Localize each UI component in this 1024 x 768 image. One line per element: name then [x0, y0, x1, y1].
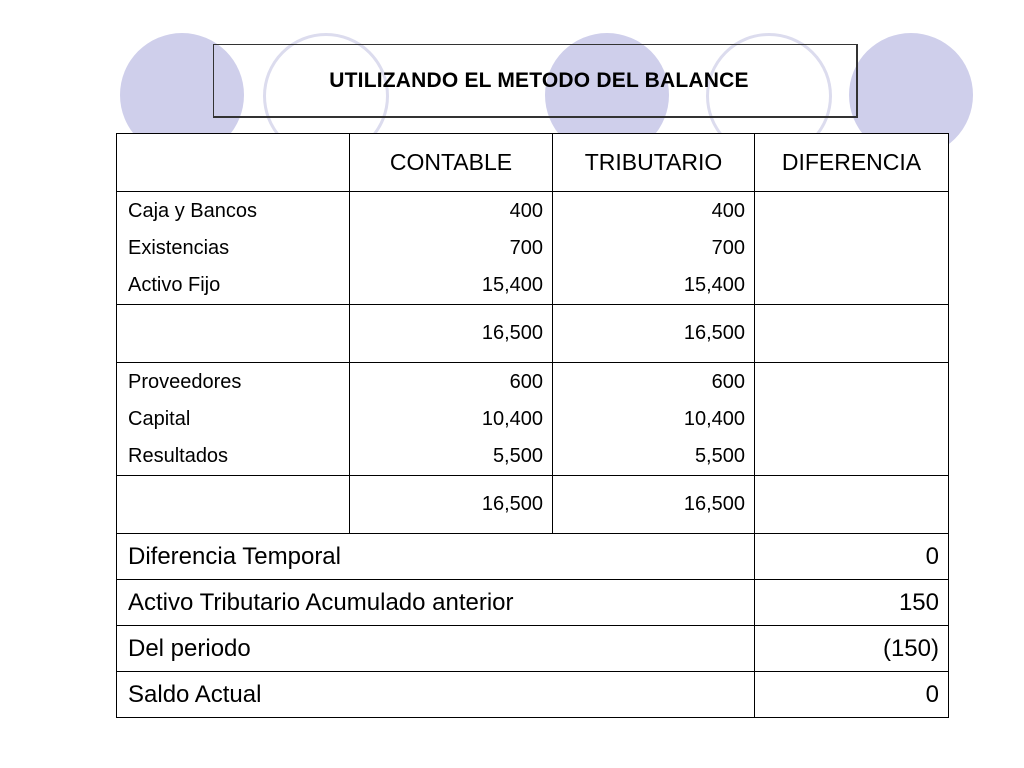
slide-title: UTILIZANDO EL METODO DEL BALANCE	[329, 68, 749, 92]
total-diferencia-blank	[755, 476, 949, 534]
summary-value: (150)	[755, 626, 949, 672]
summary-label: Diferencia Temporal	[117, 534, 755, 580]
summary-label: Saldo Actual	[117, 672, 755, 718]
cell-value: 10,400	[683, 407, 745, 430]
summary-row	[117, 534, 949, 580]
summary-value: 0	[755, 672, 949, 718]
total-blank-cell	[117, 305, 350, 363]
activos-total-tributario: 16,500	[553, 305, 755, 363]
activos-row	[117, 192, 949, 305]
cell-value: 15,400	[683, 273, 745, 296]
summary-value: 150	[755, 580, 949, 626]
summary-row	[117, 626, 949, 672]
summary-row	[117, 672, 949, 718]
cell-value: 15,400	[481, 273, 543, 296]
row-label: Existencias	[128, 236, 230, 259]
cell-value: 400	[509, 199, 543, 222]
cell-value: 600	[509, 370, 543, 393]
pasivos-diferencia-cell	[755, 363, 949, 476]
summary-row	[117, 580, 949, 626]
row-label: Activo Fijo	[128, 273, 221, 296]
header-tributario: TRIBUTARIO	[553, 134, 755, 192]
activos-labels-cell	[117, 192, 350, 305]
summary-label: Del periodo	[117, 626, 755, 672]
row-label: Proveedores	[128, 370, 242, 393]
summary-label: Activo Tributario Acumulado anterior	[117, 580, 755, 626]
balance-table	[116, 133, 949, 718]
header-diferencia: DIFERENCIA	[755, 134, 949, 192]
header-blank-cell	[117, 134, 350, 192]
activos-diferencia-cell	[755, 192, 949, 305]
pasivos-total-tributario: 16,500	[553, 476, 755, 534]
activos-total-contable: 16,500	[350, 305, 553, 363]
total-blank-cell	[117, 476, 350, 534]
row-label: Caja y Bancos	[128, 199, 257, 222]
cell-value: 5,500	[694, 444, 745, 467]
cell-value: 700	[509, 236, 543, 259]
cell-value: 600	[711, 370, 745, 393]
activos-contable-cell	[350, 192, 553, 305]
cell-value: 5,500	[492, 444, 543, 467]
header-contable: CONTABLE	[350, 134, 553, 192]
title-box	[213, 44, 858, 118]
activos-total-row	[117, 305, 949, 363]
pasivos-total-row	[117, 476, 949, 534]
summary-value: 0	[755, 534, 949, 580]
pasivos-row	[117, 363, 949, 476]
pasivos-contable-cell	[350, 363, 553, 476]
row-label: Resultados	[128, 444, 229, 467]
cell-value: 10,400	[481, 407, 543, 430]
pasivos-tributario-cell	[553, 363, 755, 476]
activos-tributario-cell	[553, 192, 755, 305]
cell-value: 700	[711, 236, 745, 259]
cell-value: 400	[711, 199, 745, 222]
pasivos-total-contable: 16,500	[350, 476, 553, 534]
row-label: Capital	[128, 407, 191, 430]
header-row	[117, 134, 949, 192]
total-diferencia-blank	[755, 305, 949, 363]
pasivos-labels-cell	[117, 363, 350, 476]
